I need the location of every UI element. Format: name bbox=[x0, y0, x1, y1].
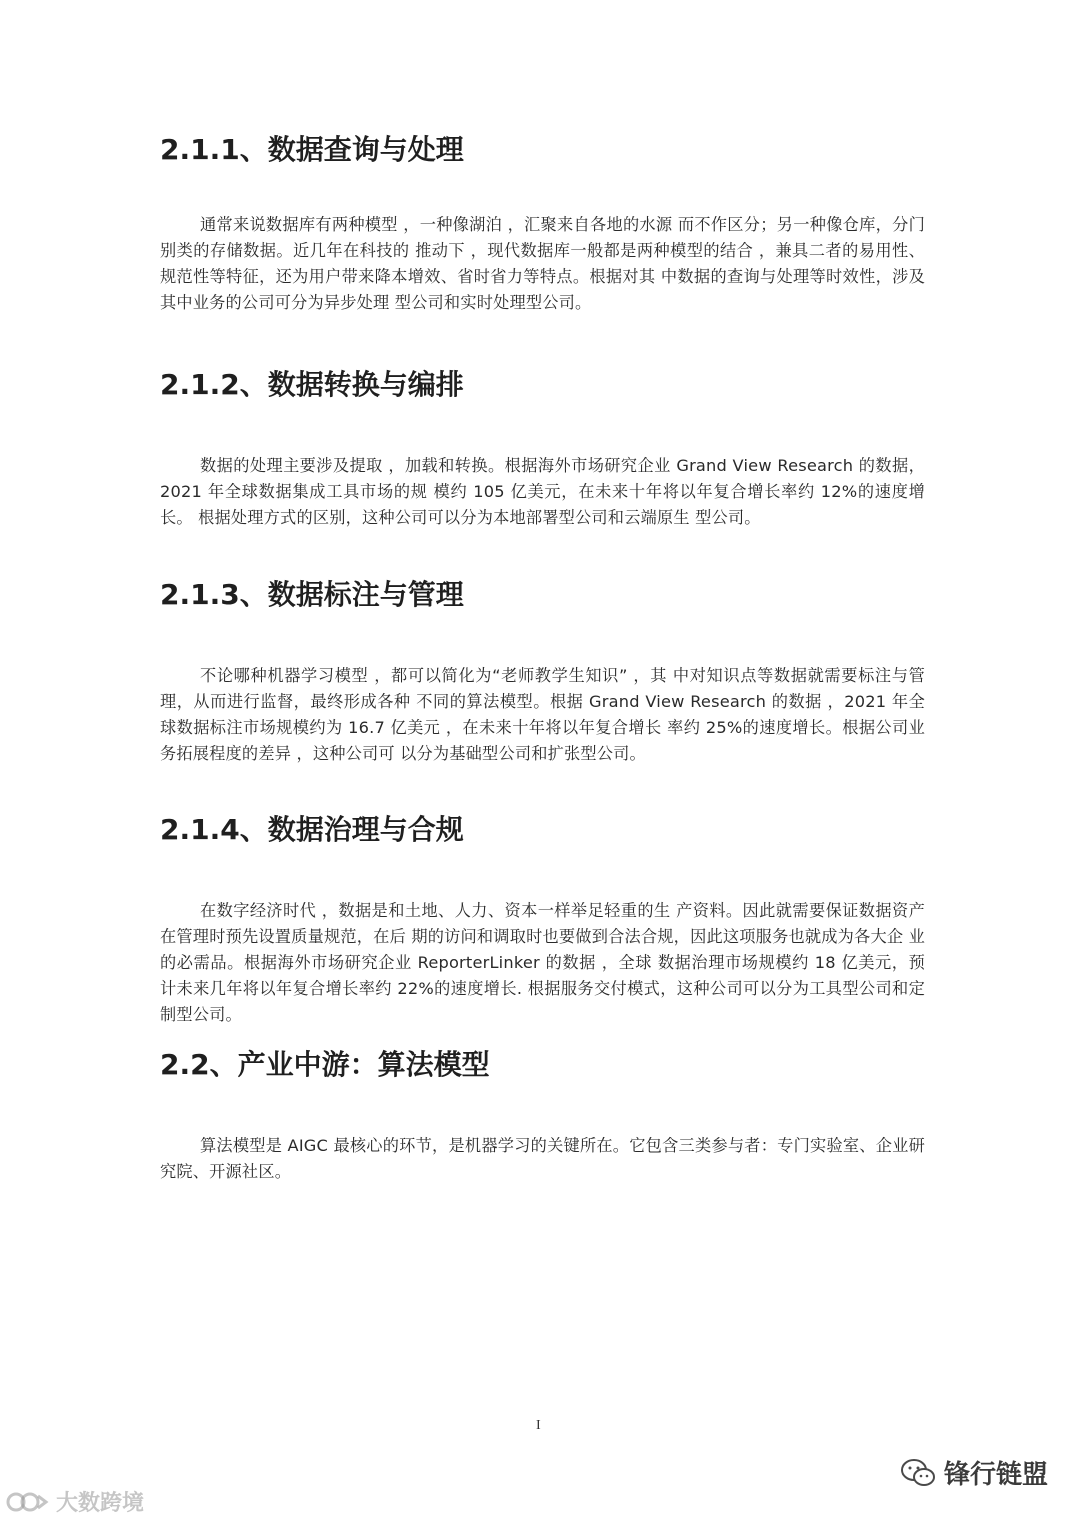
section-heading: 2.1.1、数据查询与处理 bbox=[160, 133, 464, 166]
section-paragraph: 通常来说数据库有两种模型 ，一种像湖泊 ，汇聚来自各地的水源 而不作区分；另一种像仓库，分门别类的存储数据。近几年在科技的 推动下 ，现代数据库一般都是两种模型的结合 ，兼具二者的易用性、规范性等特征，还为用户带来降本增效、省时省力等特点。根据对其 中数据的查询与处理等时效性，涉及其中业务的公司可分为异步处理 型公司和实时处理型公司。 bbox=[160, 215, 925, 312]
section-2-2 bbox=[160, 1045, 925, 1185]
watermark-right bbox=[900, 1454, 1048, 1491]
watermark-right-text: 锋行链盟 bbox=[944, 1460, 1049, 1490]
watermark-left bbox=[6, 1486, 144, 1517]
section-heading: 2.1.2、数据转换与编排 bbox=[160, 368, 464, 401]
section-paragraph: 不论哪种机器学习模型 ，都可以简化为“老师教学生知识” ，其 中对知识点等数据就需要标注与管理，从而进行监督，最终形成各种 不同的算法模型。根据 Grand View Research 的数据 ，2021 年全 球数据标注市场规模约为 16.7 亿美元 ，在未来十年将以年复合增长 率约 25%的速度增长。根据公司业务拓展程度的差异 ，这种公司可 以分为基础型公司和扩张型公司。 bbox=[160, 666, 925, 763]
section-2-1-3 bbox=[160, 575, 925, 767]
section-paragraph: 数据的处理主要涉及提取 ，加载和转换。根据海外市场研究企业 Grand View Research 的数据，2021 年全球数据集成工具市场的规 模约 105 亿美元，在未来十年将以年复合增长率约 12%的速度增长。 根据处理方式的区别，这种公司可以分为本地部署型公司和云端原生 型公司。 bbox=[160, 456, 925, 527]
section-2-1-4 bbox=[160, 810, 925, 1028]
page-number: I bbox=[536, 1418, 541, 1433]
section-2-1-2 bbox=[160, 365, 925, 531]
section-heading: 2.1.3、数据标注与管理 bbox=[160, 578, 464, 611]
wechat-icon bbox=[900, 1458, 936, 1488]
watermark-left-text: 大数跨境 bbox=[56, 1491, 145, 1516]
section-paragraph: 在数字经济时代 ，数据是和土地、人力、资本一样举足轻重的生 产资料。因此就需要保证数据资产在管理时预先设置质量规范，在后 期的访问和调取时也要做到合法合规，因此这项服务也就成为各大企 业的必需品。根据海外市场研究企业 ReporterLinker 的数据 ，全球 数据治理市场规模约 18 亿美元，预计未来几年将以年复合增长率约 22%的速度增长. 根据服务交付模式，这种公司可以分为工具型公司和定制型公司。 bbox=[160, 901, 925, 1024]
section-2-1-1 bbox=[160, 130, 925, 316]
section-heading: 2.1.4、数据治理与合规 bbox=[160, 813, 464, 846]
dashuju-logo-icon bbox=[6, 1490, 50, 1514]
section-paragraph: 算法模型是 AIGC 最核心的环节，是机器学习的关键所在。它包含三类参与者：专门实验室、企业研究院、开源社区。 bbox=[160, 1136, 925, 1181]
section-heading: 2.2、产业中游：算法模型 bbox=[160, 1048, 490, 1081]
